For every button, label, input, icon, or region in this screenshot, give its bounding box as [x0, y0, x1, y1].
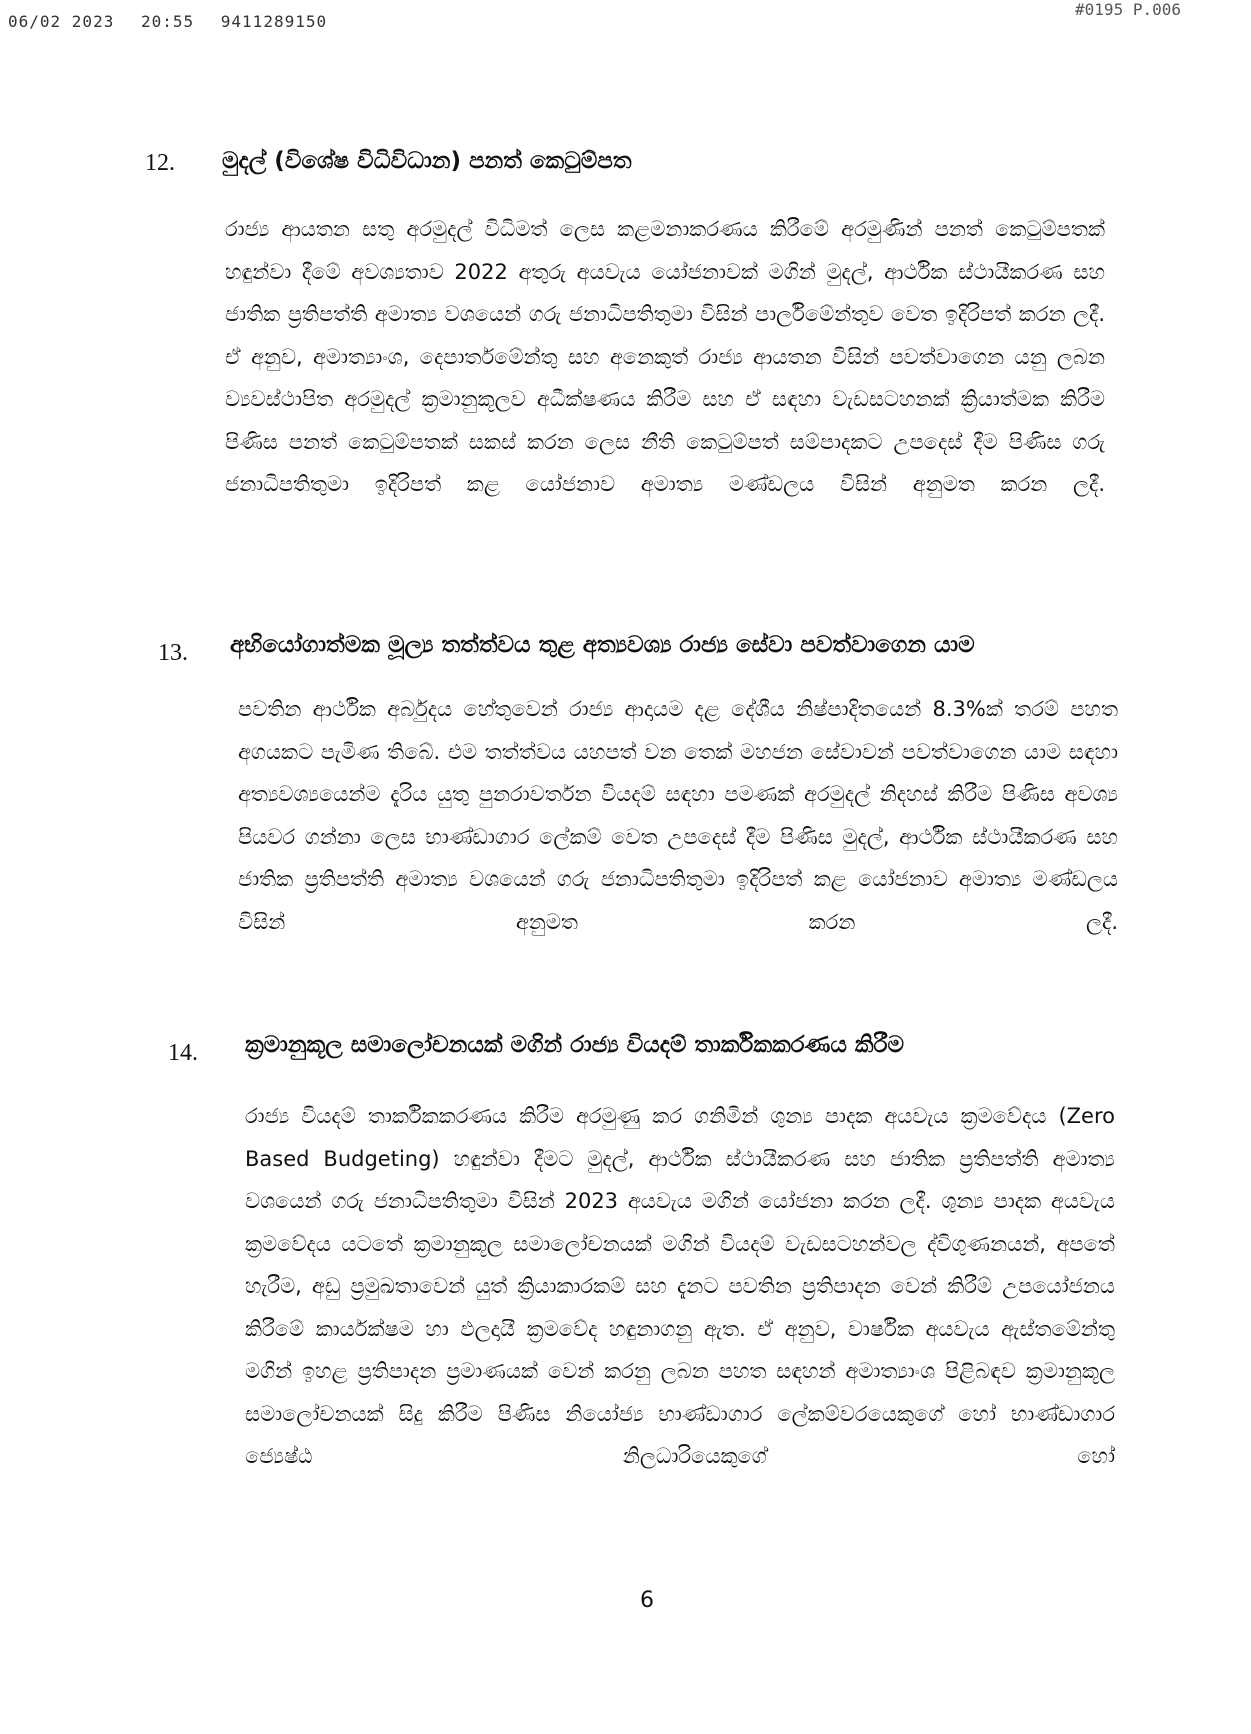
- fax-page-id: #0195 P.006: [1075, 0, 1181, 19]
- section-title: මුදල් (විශේෂ විධිවිධාන) පනත් කෙටුම්පත: [222, 148, 632, 174]
- fax-date: 06/02 2023: [8, 12, 115, 31]
- fax-time: 20:55: [140, 12, 195, 31]
- body-text: රාජ්‍ය ආයතන සතු අරමුදල් විධිමත් ලෙස කළමනාකරණය කිරීමේ අරමුණින් පනත් කෙටුම්පතක් හඳුන්වා දීමේ අවශ්‍යතාව 2022 අතුරු අයවැය යෝජනාවක් මගින් මුදල්, ආර්ථික ස්ථායීකරණ සහ ජාතික ප්‍රතිපත්ති අමාත්‍ය වශයෙන් ගරු ජනාධිපතිතුමා විසින් පාර්ලිමේන්තුව වෙත ඉදිරිපත් කරන ලදී. ඒ අනුව, අමාත්‍යාංශ, දෙපාර්තමේන්තු සහ අනෙකුත් රාජ්‍ය ආයතන විසින් පවත්වාගෙන යනු ලබන ව්‍යවස්ථාපිත අරමුදල් ක්‍රමානුකූලව අධීක්ෂණය කිරීම සහ ඒ සඳහා වැඩසටහනක් ක්‍රියාත්මක කිරීම පිණිස පනත් කෙටුම්පතක් සකස් කරන ලෙස නීති කෙටුම්පත් සම්පාදකට උපදෙස් දීම පිණිස ගරු ජනාධිපතිතුමා ඉදිරිපත් කළ යෝජනාව අමාත්‍ය මණ්ඩලය විසින් අනුමත කරන ලදී.: [225, 217, 1105, 496]
- section-number: 13.: [158, 640, 188, 666]
- section-number: 14.: [168, 1040, 198, 1066]
- section-body: [245, 1095, 1115, 1478]
- page-number: 6: [640, 1588, 654, 1613]
- fax-number: 9411289150: [220, 12, 328, 31]
- section-title: අභියෝගාත්මක මූල්‍ය තත්ත්වය තුළ අත්‍යවශ්‍ය රාජ්‍ය සේවා පවත්වාගෙන යාම: [230, 632, 975, 658]
- section-body: [238, 688, 1118, 943]
- body-text: රාජ්‍ය වියදම් තාර්කිකකරණය කිරීම අරමුණු කර ගනිමින් ශුන්‍ය පාදක අයවැය ක්‍රමවේදය (Zero Based Budgeting) හඳුන්වා දීමට මුදල්, ආර්ථික ස්ථායීකරණ සහ ජාතික ප්‍රතිපත්ති අමාත්‍ය වශයෙන් ගරු ජනාධිපතිතුමා විසින් 2023 අයවැය මගින් යෝජනා කරන ලදී. ශුන්‍ය පාදක අයවැය ක්‍රමවේදය යටතේ ක්‍රමානුකූල සමාලෝචනයක් මගින් වියදම් වැඩසටහන්වල ද්විගුණනයන්, අපතේ හැරීම, අඩු ප්‍රමුඛතාවෙන් යුත් ක්‍රියාකාරකම් සහ දැනට පවතින ප්‍රතිපාදන වෙන් කිරීම් උපයෝජනය කිරීමේ කාර්යක්ෂම හා ඵලදායී ක්‍රමවේද හඳුනාගනු ඇත. ඒ අනුව, වාර්ෂික අයවැය ඇස්තමේන්තු මගින් ඉහළ ප්‍රතිපාදන ප්‍රමාණයක් වෙන් කරනු ලබන පහත සඳහන් අමාත්‍යාංශ පිළිබඳව ක්‍රමානුකූල සමාලෝචනයක් සිදු කිරීම පිණිස නියෝජ්‍ය භාණ්ඩාගාර ලේකම්වරයෙකුගේ හෝ භාණ්ඩාගාර ජ්‍යෙෂ්ඨ නිලධාරියෙකුගේ හෝ: [245, 1104, 1115, 1468]
- section-body: [225, 208, 1105, 506]
- fax-header: [8, 12, 343, 31]
- section-number: 12.: [145, 150, 175, 176]
- section-title: ක්‍රමානුකූල සමාලෝචනයක් මගින් රාජ්‍ය වියදම් තාර්කිකකරණය කිරීම: [245, 1032, 905, 1058]
- body-text: පවතින ආර්ථික අර්බුදය හේතුවෙන් රාජ්‍ය ආදායම දළ දේශීය නිෂ්පාදිතයෙන් 8.3%ක් තරම් පහත අගයකට පැමිණ තිබේ. එම තත්ත්වය යහපත් වන තෙක් මහජන සේවාවන් පවත්වාගෙන යාම සඳහා අත්‍යවශ්‍යයෙන්ම දැරිය යුතු පුනරාවර්තන වියදම් සඳහා පමණක් අරමුදල් නිදහස් කිරීම පිණිස අවශ්‍ය පියවර ගන්නා ලෙස භාණ්ඩාගාර ලේකම් වෙත උපදෙස් දීම පිණිස මුදල්, ආර්ථික ස්ථායීකරණ සහ ජාතික ප්‍රතිපත්ති අමාත්‍ය වශයෙන් ගරු ජනාධිපතිතුමා ඉදිරිපත් කළ යෝජනාව අමාත්‍ය මණ්ඩලය විසින් අනුමත කරන ලදී.: [238, 697, 1118, 934]
